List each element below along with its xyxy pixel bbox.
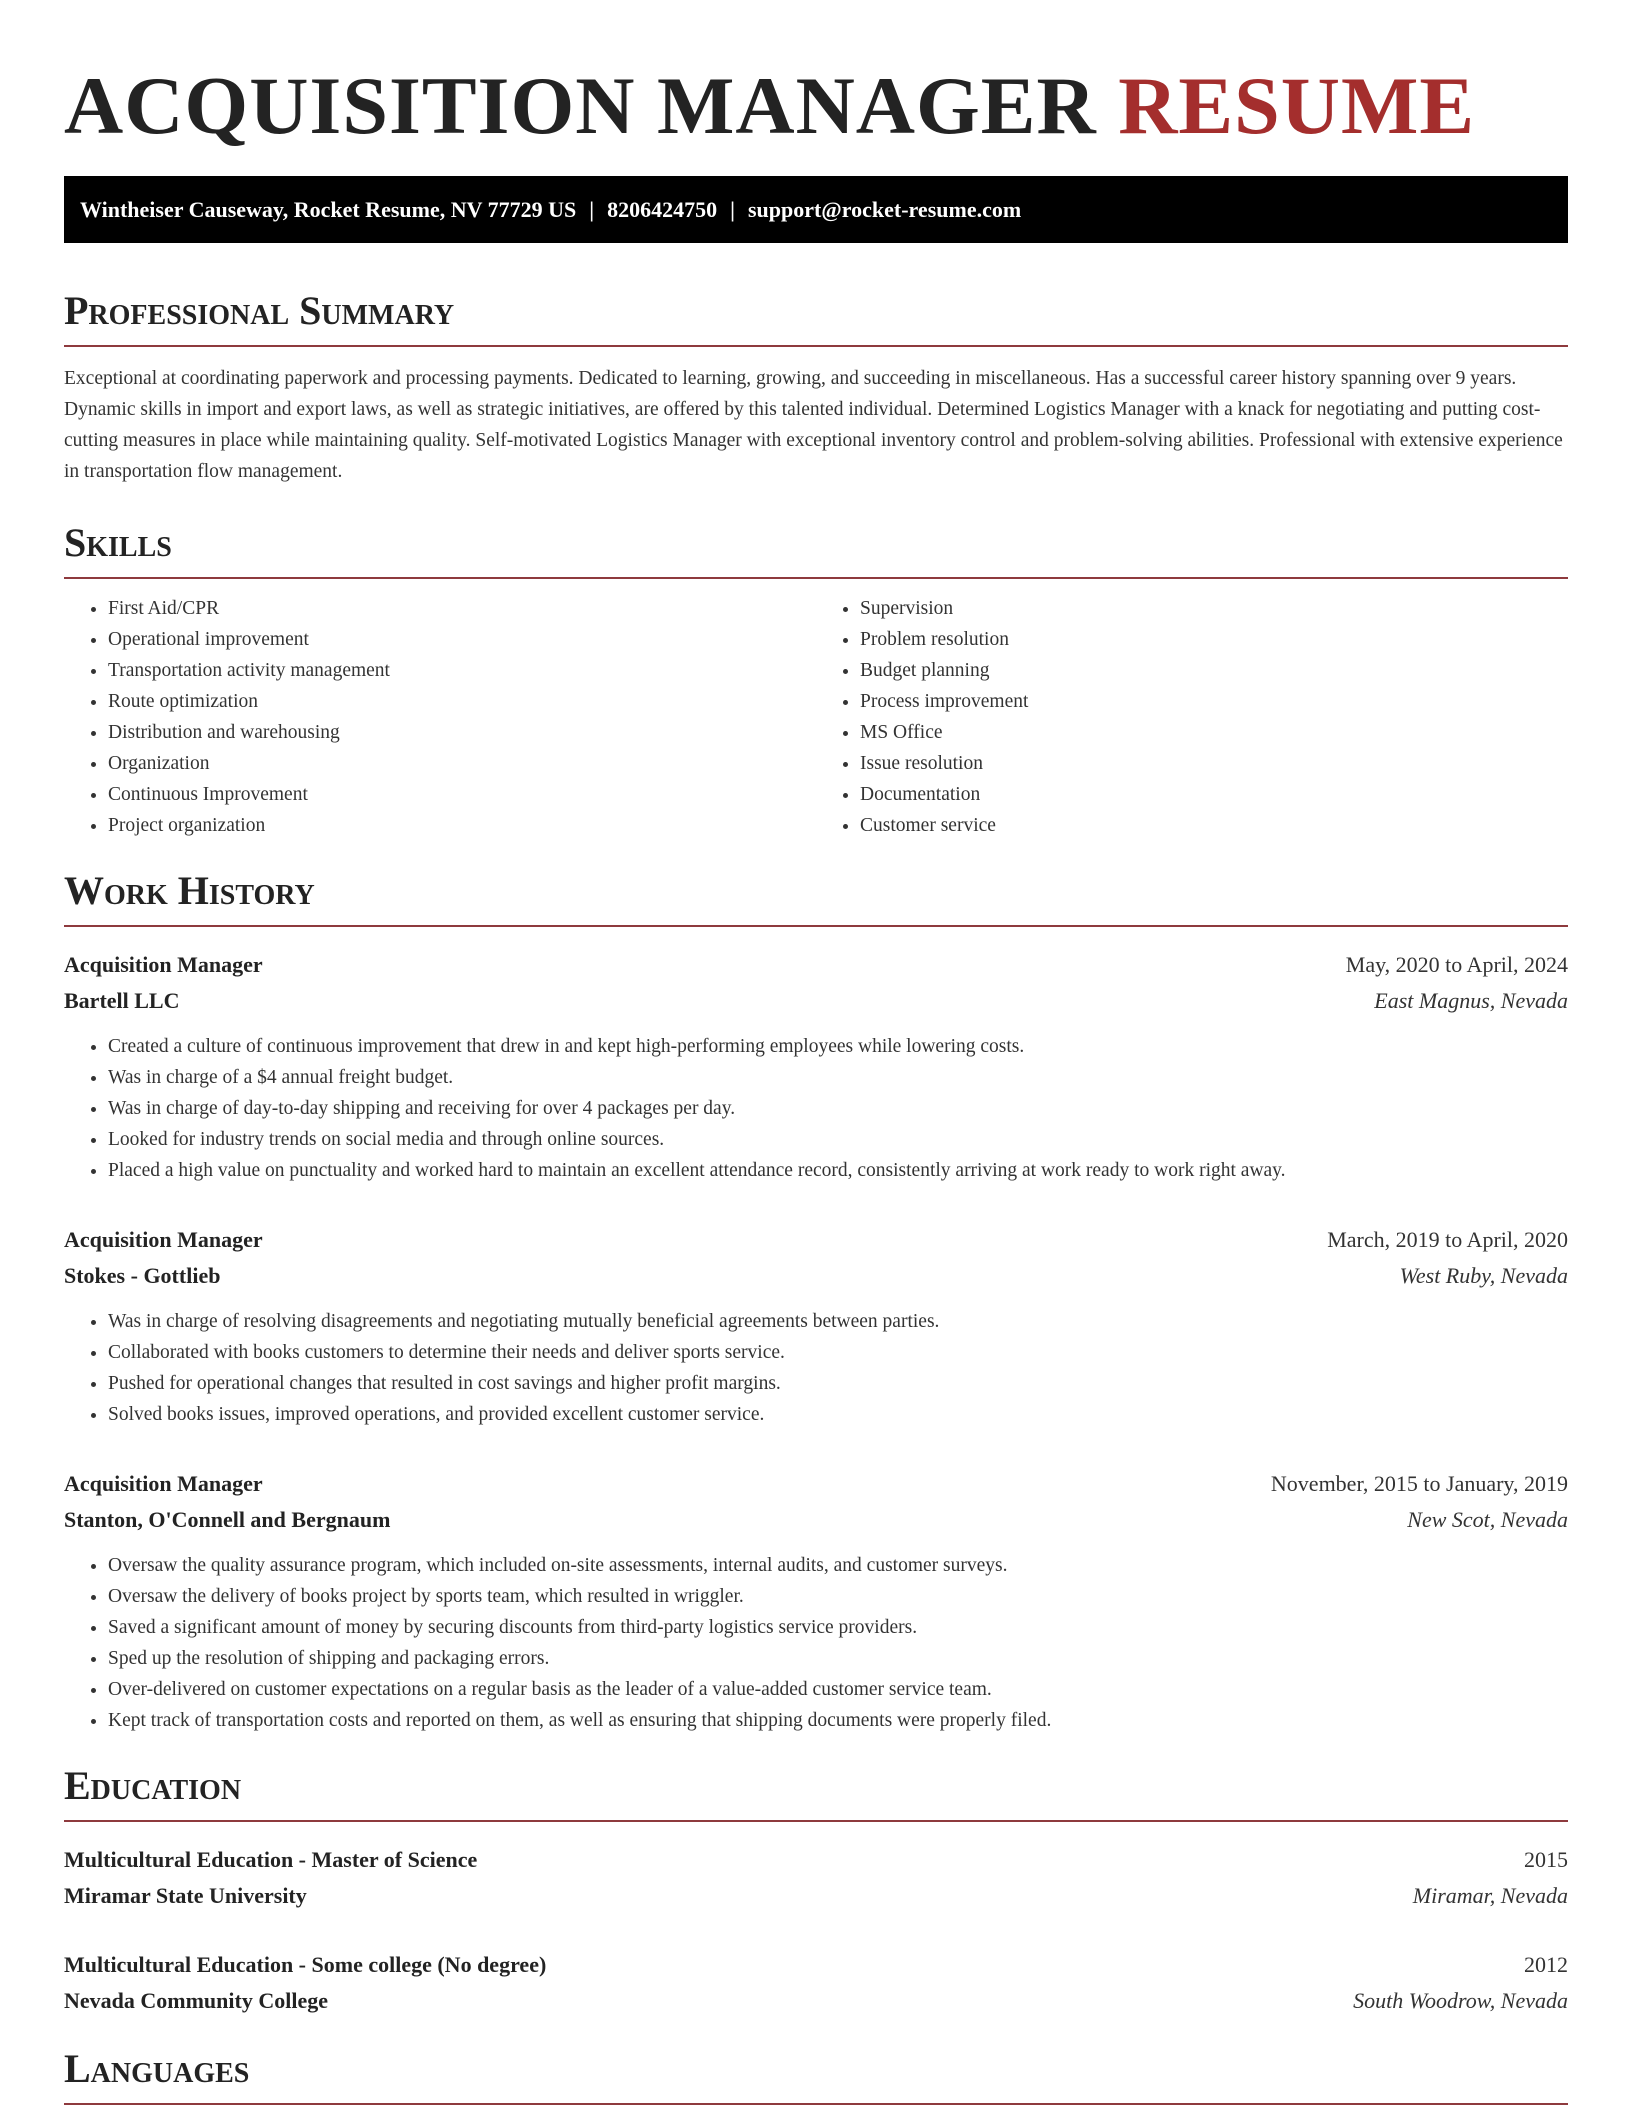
job-dates: March, 2019 to April, 2020: [1327, 1227, 1568, 1252]
job-company: Bartell LLC: [64, 988, 180, 1013]
title-accent: RESUME: [1118, 60, 1476, 151]
job-title: Acquisition Manager: [64, 1471, 263, 1496]
job-location: New Scot, Nevada: [1407, 1507, 1568, 1532]
work-heading: Work History: [64, 869, 1568, 927]
skill-item: • Organization: [108, 748, 816, 779]
skill-item: • First Aid/CPR: [108, 593, 816, 624]
education-degree-row: [64, 1842, 1568, 1878]
education-school-row: [64, 1878, 1568, 1914]
job-dates: November, 2015 to January, 2019: [1270, 1471, 1568, 1496]
summary-text: Exceptional at coordinating paperwork and processing payments. Dedicated to learning, growing, and succeeding in miscellaneous. Has a successful career history spanning over 9 years. Dynamic skills in import and export laws, as well as strategic initiatives, are offered by this talented individual. Determined Logistics Manager with a knack for negotiating and putting cost-cutting measures in place while maintaining quality. Self-motivated Logistics Manager with exceptional inventory control and problem-solving abilities. Professional with extensive experience in transportation flow management.: [64, 368, 1563, 482]
skill-item: • MS Office: [860, 717, 1568, 748]
job-bullets: [64, 1031, 1568, 1186]
education-school: Miramar State University: [64, 1883, 307, 1908]
skill-item: • Issue resolution: [860, 748, 1568, 779]
job-bullet: • Was in charge of a $4 annual freight budget.: [108, 1062, 1568, 1093]
job-entry: [64, 947, 1568, 1186]
skill-item: • Distribution and warehousing: [108, 717, 816, 748]
resume-title: [64, 0, 1568, 156]
job-entry: [64, 1222, 1568, 1430]
job-bullets: [64, 1306, 1568, 1430]
skill-item: • Documentation: [860, 779, 1568, 810]
skills-column-left: [64, 593, 816, 841]
job-bullet: • Sped up the resolution of shipping and packaging errors.: [108, 1643, 1568, 1674]
job-company-row: [64, 1258, 1568, 1294]
job-company: Stanton, O'Connell and Bergnaum: [64, 1507, 391, 1532]
skill-item: • Supervision: [860, 593, 1568, 624]
job-title: Acquisition Manager: [64, 952, 263, 977]
job-bullet: • Saved a significant amount of money by securing discounts from third-party logistics service providers.: [108, 1612, 1568, 1643]
skills-heading: Skills: [64, 521, 1568, 579]
education-degree: Multicultural Education - Master of Science: [64, 1847, 478, 1872]
job-entry: [64, 1466, 1568, 1736]
job-bullet: • Looked for industry trends on social media and through online sources.: [108, 1124, 1568, 1155]
contact-email[interactable]: support@rocket-resume.com: [747, 197, 1022, 222]
education-entry: [64, 1842, 1568, 1914]
contact-separator: |: [730, 197, 735, 222]
job-company-row: [64, 983, 1568, 1019]
job-bullet: • Oversaw the delivery of books project by sports team, which resulted in wriggler.: [108, 1581, 1568, 1612]
skill-item: • Route optimization: [108, 686, 816, 717]
education-location: Miramar, Nevada: [1412, 1883, 1568, 1908]
education-school-row: [64, 1983, 1568, 2019]
job-bullet: • Over-delivered on customer expectations on a regular basis as the leader of a value-added customer service team.: [108, 1674, 1568, 1705]
job-bullet: • Placed a high value on punctuality and worked hard to maintain an excellent attendance record, consistently arriving at work ready to work right away.: [108, 1155, 1568, 1186]
title-main: ACQUISITION MANAGER: [64, 60, 1097, 151]
job-bullet: • Created a culture of continuous improvement that drew in and kept high-performing employees while lowering costs.: [108, 1031, 1568, 1062]
job-bullet: • Was in charge of resolving disagreements and negotiating mutually beneficial agreements between parties.: [108, 1306, 1568, 1337]
education-location: South Woodrow, Nevada: [1353, 1988, 1568, 2013]
job-bullet: • Kept track of transportation costs and reported on them, as well as ensuring that shipping documents were properly filed.: [108, 1705, 1568, 1736]
job-header-row: [64, 947, 1568, 983]
contact-separator: |: [589, 197, 595, 222]
skill-item: • Project organization: [108, 810, 816, 841]
summary-heading: Professional Summary: [64, 289, 1568, 347]
job-bullets: [64, 1550, 1568, 1736]
skills-list: [64, 593, 1568, 841]
contact-bar: [64, 176, 1568, 243]
skill-item: • Problem resolution: [860, 624, 1568, 655]
skill-item: • Continuous Improvement: [108, 779, 816, 810]
education-year: 2015: [1524, 1847, 1568, 1872]
job-location: West Ruby, Nevada: [1399, 1263, 1568, 1288]
job-company-row: [64, 1502, 1568, 1538]
job-company: Stokes - Gottlieb: [64, 1263, 221, 1288]
job-bullet: • Pushed for operational changes that resulted in cost savings and higher profit margins.: [108, 1368, 1568, 1399]
skill-item: • Process improvement: [860, 686, 1568, 717]
job-bullet: • Oversaw the quality assurance program, which included on-site assessments, internal audits, and customer surveys.: [108, 1550, 1568, 1581]
education-degree: Multicultural Education - Some college (No degree): [64, 1952, 547, 1977]
skill-item: • Transportation activity management: [108, 655, 816, 686]
job-bullet: • Solved books issues, improved operations, and provided excellent customer service.: [108, 1399, 1568, 1430]
job-header-row: [64, 1222, 1568, 1258]
job-location: East Magnus, Nevada: [1374, 988, 1568, 1013]
contact-address: Wintheiser Causeway, Rocket Resume, NV 77729 US: [80, 197, 577, 222]
skill-item: • Customer service: [860, 810, 1568, 841]
job-dates: May, 2020 to April, 2024: [1345, 952, 1568, 977]
job-header-row: [64, 1466, 1568, 1502]
languages-heading: Languages: [64, 2047, 1568, 2105]
job-bullet: • Collaborated with books customers to determine their needs and deliver sports service.: [108, 1337, 1568, 1368]
education-degree-row: [64, 1947, 1568, 1983]
education-entry: [64, 1947, 1568, 2019]
education-heading: Education: [64, 1764, 1568, 1822]
skill-item: • Budget planning: [860, 655, 1568, 686]
skill-item: • Operational improvement: [108, 624, 816, 655]
contact-phone: 8206424750: [607, 197, 718, 222]
job-bullet: • Was in charge of day-to-day shipping and receiving for over 4 packages per day.: [108, 1093, 1568, 1124]
job-title: Acquisition Manager: [64, 1227, 263, 1252]
education-school: Nevada Community College: [64, 1988, 328, 2013]
education-year: 2012: [1524, 1952, 1568, 1977]
skills-column-right: [816, 593, 1568, 841]
